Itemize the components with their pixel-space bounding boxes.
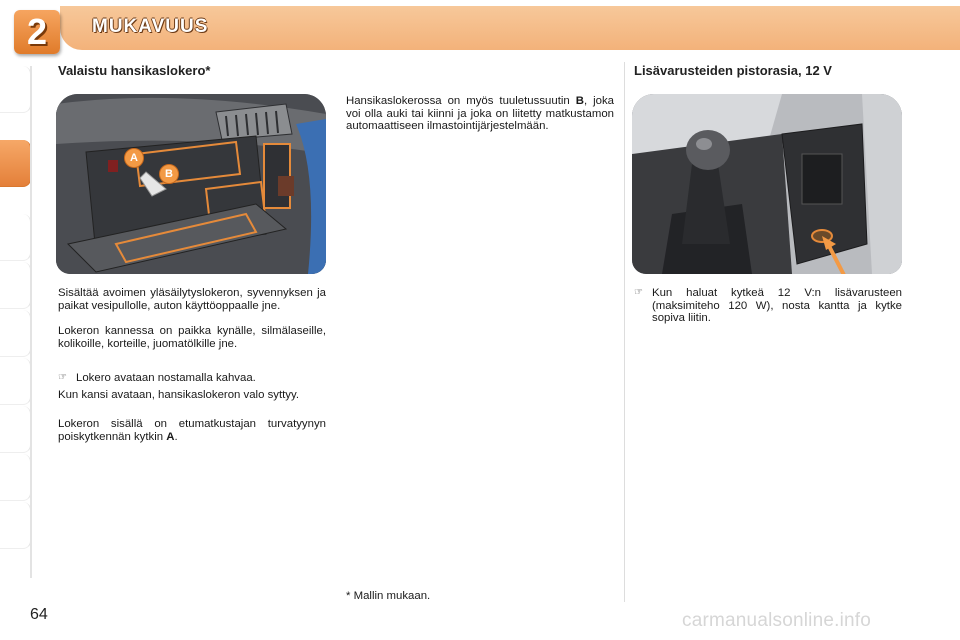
label-b: B [159, 164, 179, 184]
chapter-tab-4[interactable] [0, 262, 31, 309]
chapter-tab-rail [0, 66, 32, 578]
chapter-number-box [14, 10, 60, 54]
vent-ref-b: B [575, 95, 584, 107]
glovebox-bullet [58, 372, 326, 385]
socket-bullet-text: Kun haluat kytkeä 12 V:n lisävarusteen (maksimiteho 120 W), nosta kantta ja kytke sopiva liitin. [652, 287, 902, 325]
column-divider [624, 62, 625, 602]
glovebox-illustration [56, 94, 326, 274]
socket-bullet [634, 287, 902, 325]
vent-paragraph [346, 95, 614, 133]
chapter-title: MUKAVUUS [92, 16, 209, 37]
chapter-tab-2[interactable] [0, 140, 31, 187]
glovebox-para-4 [58, 418, 326, 443]
chapter-tab-9[interactable] [0, 502, 31, 549]
pointing-hand-icon: ☞ [634, 287, 643, 298]
glovebox-para-3: Kun kansi avataan, hansikaslokeron valo syttyy. [58, 389, 300, 401]
pointing-hand-icon: ☞ [58, 372, 67, 383]
chapter-number: 2 [26, 11, 48, 52]
glovebox-title: Valaistu hansikaslokero* [58, 63, 211, 78]
socket-illustration [632, 94, 902, 274]
watermark: carmanualsonline.info [682, 610, 872, 631]
socket-drawing [632, 94, 902, 274]
glovebox-drawing [56, 94, 326, 274]
chapter-tab-3[interactable] [0, 214, 31, 261]
chapter-tab-7[interactable] [0, 406, 31, 453]
glovebox-para-4-end: . [174, 430, 178, 443]
label-a: A [124, 148, 144, 168]
page-number: 64 [30, 606, 48, 623]
chapter-tab-1[interactable] [0, 66, 31, 113]
glovebox-para-4-text: Lokeron sisällä on etumatkustajan turvatyynyn poiskytkennän kytkin [58, 418, 326, 443]
glovebox-para-4-ref: A [166, 430, 175, 443]
chapter-tab-6[interactable] [0, 358, 31, 405]
glovebox-bullet-text: Lokero avataan nostamalla kahvaa. [76, 372, 256, 384]
vent-text-1: Hansikaslokerossa on myös tuuletussuutin [346, 95, 576, 107]
glovebox-para-2: Lokeron kannessa on paikka kynälle, silmälaseille, kolikoille, korteille, juomatölkille jne. [58, 325, 326, 350]
footnote: * Mallin mukaan. [346, 590, 431, 602]
chapter-header [0, 0, 960, 56]
socket-title: Lisävarusteiden pistorasia, 12 V [634, 63, 832, 78]
rail-line [30, 66, 32, 578]
chapter-tab-8[interactable] [0, 454, 31, 501]
chapter-tab-5[interactable] [0, 310, 31, 357]
vent-text-2: , joka voi olla auki tai kiinni ja joka on liitetty matkustamon automaattiseen ilmastointijärjestelmään. [346, 95, 614, 133]
glovebox-para-1: Sisältää avoimen yläsäilytyslokeron, syvennyksen ja paikat vesipullolle, auton käyttöoppaalle jne. [58, 287, 326, 312]
